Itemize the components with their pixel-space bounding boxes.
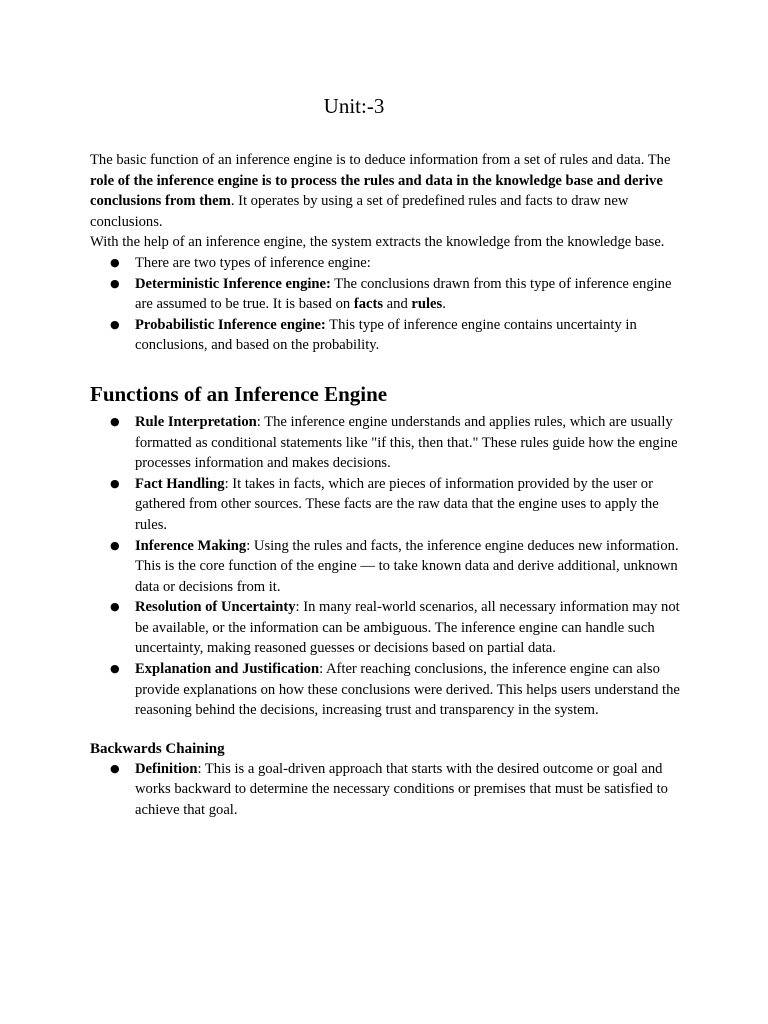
function-text: : The inference engine understands and applies rules, which are usually formatted as conditional statements like "if this, then that." These rules guide how the engine processes information and makes decisions. — [135, 413, 678, 472]
list-item — [90, 597, 680, 659]
intro-text-end: . It operates by using a set of predefined rules and facts to draw new conclusions. — [90, 193, 629, 230]
and-text: and — [383, 296, 412, 313]
intro-text-start: The basic function of an inference engine is to deduce information from a set of rules and data. The — [90, 152, 671, 168]
definition-text: : This is a goal-driven approach that starts with the desired outcome or goal and works backward to determine the necessary conditions or premises that must be satisfied to achieve that goal. — [135, 760, 668, 819]
unit-title: Unit:-3 — [323, 94, 385, 118]
intro-paragraph — [90, 150, 680, 232]
function-term: Inference Making — [135, 537, 247, 554]
intro-paragraph-2: With the help of an inference engine, the system extracts the knowledge from the knowledge base. — [90, 234, 665, 251]
definition-term: Definition — [135, 760, 198, 777]
probabilistic-text: This type of inference engine contains uncertainty in conclusions, and based on the probability. — [135, 316, 637, 354]
list-item — [90, 659, 680, 721]
deterministic-text: The conclusions drawn from this type of inference engine are assumed to be true. It is based on — [135, 275, 672, 313]
function-text: : In many real-world scenarios, all necessary information may not be available, or the information can be ambiguous. The inference engine can handle such uncertainty, making reasoned guesses or decisions based on partial data. — [135, 599, 680, 657]
inference-types-list — [90, 253, 680, 356]
backwards-chaining-list — [90, 759, 680, 821]
list-item — [90, 253, 680, 274]
function-term: Rule Interpretation — [135, 413, 257, 430]
intro-bold-phrase: role of the inference engine is to process the rules and data in the knowledge base and derive conclusions from them — [90, 172, 663, 210]
backwards-chaining-heading: Backwards Chaining — [90, 740, 225, 757]
sentence-end: . — [442, 296, 446, 313]
list-item — [90, 759, 680, 821]
list-item — [90, 412, 680, 474]
function-term: Explanation and Justification — [135, 661, 320, 678]
functions-list — [90, 412, 680, 721]
list-item — [90, 315, 680, 356]
probabilistic-term: Probabilistic Inference engine: — [135, 316, 326, 333]
function-text: : After reaching conclusions, the inference engine can also provide explanations on how these conclusions were derived. This helps users understand the reasoning behind the decisions, increasing trust and transparency in the system. — [135, 661, 680, 719]
document-body — [90, 150, 680, 821]
function-text: : Using the rules and facts, the inference engine deduces new information. This is the core function of the engine — to take known data and derive additional, unknown data or decisions from it. — [135, 537, 679, 595]
function-text: : It takes in facts, which are pieces of information provided by the user or gathered from other sources. These facts are the raw data that the engine uses to apply the rules. — [135, 475, 659, 533]
list-item — [90, 536, 680, 598]
function-term: Fact Handling — [135, 475, 225, 492]
types-intro-text: There are two types of inference engine: — [135, 254, 371, 271]
function-term: Resolution of Uncertainty — [135, 599, 296, 616]
deterministic-term: Deterministic Inference engine: — [135, 275, 331, 292]
rules-term: rules — [411, 296, 443, 313]
list-item — [90, 274, 680, 315]
list-item — [90, 474, 680, 536]
facts-term: facts — [353, 296, 384, 313]
functions-heading: Functions of an Inference Engine — [90, 381, 388, 406]
